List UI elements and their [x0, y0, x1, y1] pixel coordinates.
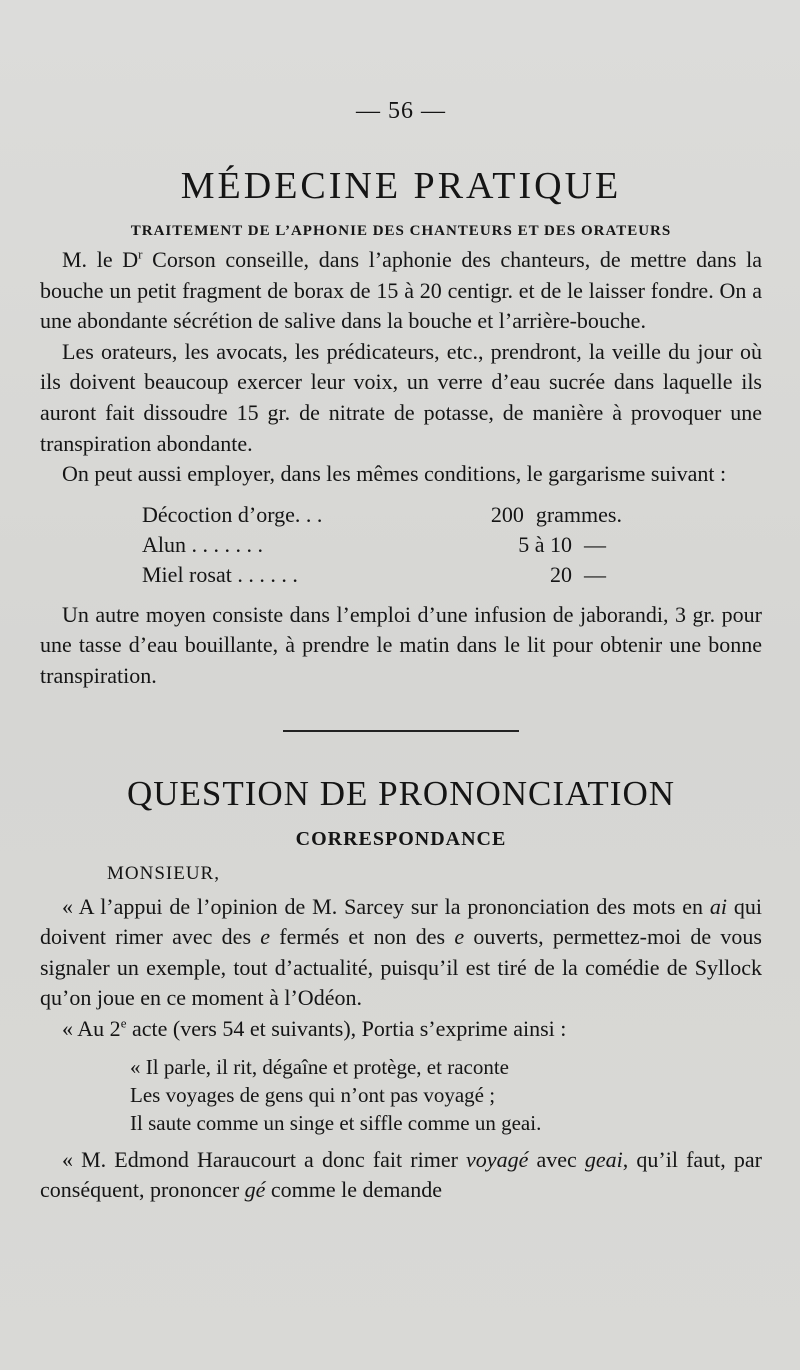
recipe-quantity: 5 à 10 — [518, 531, 572, 557]
verse-line: « Il parle, il rit, dégaîne et protège, et raconte — [130, 1054, 509, 1079]
italic-e: e — [454, 924, 465, 950]
recipe-list — [142, 500, 622, 590]
text-run: qui doivent rimer avec des — [40, 893, 762, 950]
italic-ge: gé — [244, 1177, 266, 1203]
recipe-quantity: 200 — [490, 501, 524, 527]
section-title-medecine: MÉDECINE PRATIQUE — [180, 165, 622, 207]
recipe-quantity: 20 — [550, 561, 572, 587]
recipe-ingredient: Miel rosat . . . . . . — [142, 561, 298, 587]
paragraph-portia — [40, 1014, 762, 1045]
text-run: « A l’appui de l’opinion de M. Sarcey sur la prononciation des mots en — [62, 893, 710, 919]
text-run: , qu’il faut, par conséquent, prononcer — [40, 1146, 762, 1203]
text-run: « M. Edmond Haraucourt a donc fait rimer — [62, 1146, 467, 1172]
paragraph-orateurs: Les orateurs, les avocats, les prédicateurs, etc., prendront, la veille du jour où ils doivent beaucoup exercer leur voix, un verre d’eau sucrée dans laquelle ils auront fait dissoudre 15 gr. de nitrate de potasse, de manière à provoquer une transpiration abondante. — [40, 338, 762, 456]
recipe-ingredient: Décoction d’orge. . . — [142, 501, 323, 527]
superscript: e — [120, 1015, 127, 1031]
text-run: avec — [528, 1146, 585, 1172]
italic-voyage: voyagé — [466, 1146, 529, 1172]
italic-ai: ai — [709, 893, 728, 919]
recipe-row — [142, 560, 622, 590]
verse-line: Les voyages de gens qui n’ont pas voyagé ; — [130, 1082, 496, 1107]
section-subtitle-correspondance: CORRESPONDANCE — [295, 827, 507, 850]
paragraph-jaborandi: Un autre moyen consiste dans l’emploi d’une infusion de jaborandi, 3 gr. pour une tasse d’eau bouillante, à prendre le matin dans le lit pour obtenir une bonne transpiration. — [40, 601, 762, 688]
recipe-row — [142, 500, 622, 530]
italic-geai: geai — [584, 1146, 623, 1172]
recipe-unit: — — [584, 531, 606, 557]
verse-line: Il saute comme un singe et siffle comme un geai. — [130, 1110, 542, 1135]
paragraph-corson: M. le $D^r$ Corson conseille, dans l’aphonie des chanteurs, de mettre dans la bouche un petit fragment de borax de 15 à 20 centigr. et de le laisser fondre. On a une abondante sécrétion de salive dans la bouche et l’arrière-bouche. — [40, 246, 762, 334]
paragraph-sarcey — [40, 892, 762, 1014]
italic-e: e — [260, 924, 271, 950]
verse-quote — [130, 1053, 762, 1137]
section-title-prononciation: QUESTION DE PRONONCIATION — [126, 773, 676, 813]
salutation: MONSIEUR, — [107, 862, 220, 884]
text-run: fermés et non des — [270, 924, 455, 950]
page-number: — 56 — — [356, 98, 446, 124]
recipe-unit: — — [584, 561, 606, 587]
text-run: ouverts, permettez-moi de vous signaler un exemple, tout d’actualité, puisqu’il est tiré de la comédie de Syllock qu’on joue en ce moment à l’Odéon. — [40, 924, 762, 1011]
paragraph-gargarisme: On peut aussi employer, dans les mêmes conditions, le gargarisme suivant : — [62, 461, 727, 487]
paragraph-haraucourt — [40, 1145, 762, 1206]
section-subtitle-aphonie: TRAITEMENT DE L’APHONIE DES CHANTEURS ET DES ORATEURS — [130, 223, 672, 239]
recipe-row — [142, 530, 622, 560]
recipe-unit: grammes. — [535, 501, 622, 527]
recipe-ingredient: Alun . . . . . . . — [142, 531, 263, 557]
text-run: « Au 2 — [62, 1015, 121, 1041]
text-run: acte (vers 54 et suivants), Portia s’exprime ainsi : — [126, 1015, 567, 1041]
section-divider — [283, 730, 519, 732]
text-run: comme le demande — [265, 1177, 442, 1203]
